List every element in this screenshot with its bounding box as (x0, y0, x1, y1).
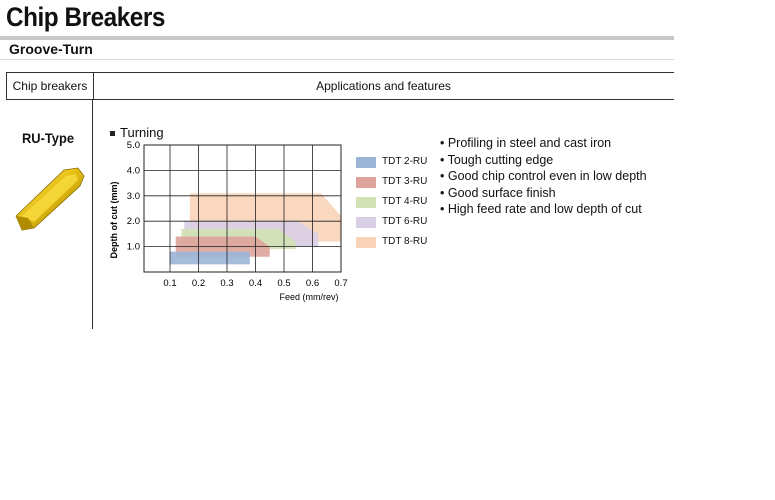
x-tick-label: 0.3 (220, 278, 234, 289)
column-divider (92, 99, 93, 329)
legend-label: TDT 6-RU (382, 216, 428, 227)
area-tdt-2-ru (170, 252, 250, 265)
legend-item (356, 236, 446, 250)
x-tick-label: 0.4 (248, 278, 263, 289)
x-axis-label: Feed (mm/rev) (279, 292, 339, 302)
x-tick-label: 0.2 (191, 278, 206, 289)
y-tick-label: 5.0 (126, 140, 140, 151)
chart-heading-text: Turning (120, 125, 164, 140)
legend-label: TDT 2-RU (382, 156, 428, 167)
section-subtitle: Groove-Turn (9, 41, 93, 57)
table-header (6, 72, 674, 100)
title-divider (0, 36, 674, 40)
feed-depth-chart (100, 138, 360, 308)
subtitle-divider (0, 59, 674, 60)
chip-breaker-type-label: RU-Type (22, 130, 75, 146)
y-tick-label: 3.0 (126, 190, 140, 202)
legend-item (356, 156, 446, 170)
feature-item: • Good surface finish (440, 185, 556, 200)
page-title: Chip Breakers (6, 2, 165, 32)
legend-item (356, 196, 446, 210)
legend-label: TDT 8-RU (382, 236, 428, 247)
y-tick-label: 1.0 (126, 241, 140, 253)
x-tick-label: 0.6 (305, 278, 320, 289)
legend-item (356, 216, 446, 230)
column-header-chip-breakers: Chip breakers (6, 73, 94, 99)
square-bullet-icon (110, 131, 115, 136)
insert-image-icon (14, 164, 86, 234)
feature-item: • Good chip control even in low depth (440, 169, 647, 183)
y-tick-label: 4.0 (126, 165, 140, 177)
x-tick-label: 0.1 (163, 278, 177, 289)
x-tick-label: 0.7 (334, 278, 348, 289)
feature-item: • High feed rate and low depth of cut (440, 202, 642, 216)
column-header-applications: Applications and features (316, 79, 451, 93)
legend-swatch (356, 237, 376, 248)
feature-item: • Profiling in steel and cast iron (440, 136, 612, 150)
x-tick-label: 0.5 (277, 278, 291, 289)
y-axis-label: Depth of cut (mm) (109, 181, 119, 259)
legend-item (356, 176, 446, 190)
feature-item: • Tough cutting edge (440, 152, 554, 167)
y-tick-label: 2.0 (126, 216, 140, 228)
legend-label: TDT 4-RU (382, 196, 428, 207)
legend-swatch (356, 217, 376, 228)
legend-label: TDT 3-RU (382, 176, 428, 187)
feature-list (440, 135, 647, 218)
legend-swatch (356, 157, 376, 168)
legend-swatch (356, 197, 376, 208)
legend-swatch (356, 177, 376, 188)
